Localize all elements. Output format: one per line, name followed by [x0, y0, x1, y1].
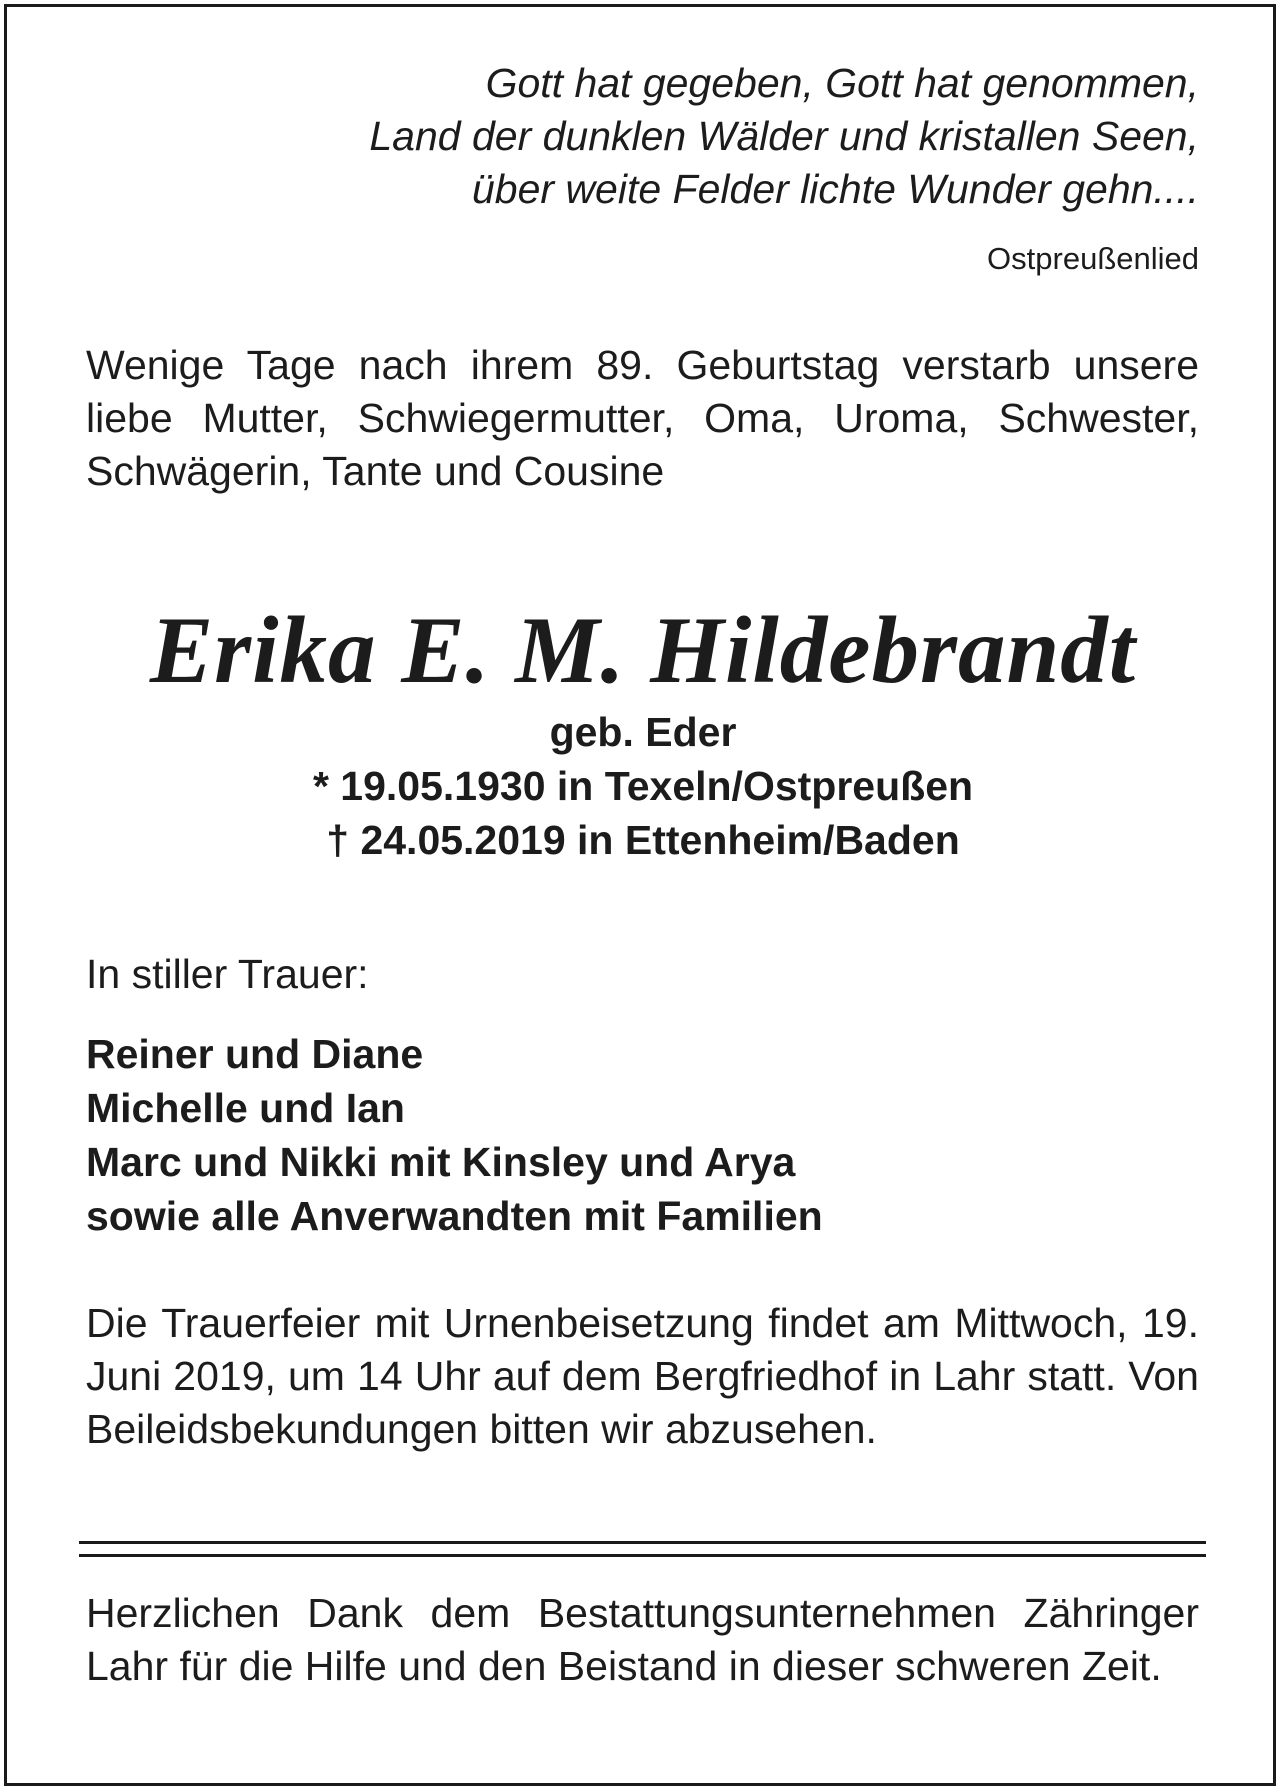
- poem-line: über weite Felder lichte Wunder gehn....: [472, 166, 1199, 212]
- service-info: Die Trauerfeier mit Urnenbeisetzung findet am Mittwoch, 19. Juni 2019, um 14 Uhr auf dem Bergfriedhof in Lahr statt. Von Beileidsbekundungen bitten wir abzusehen.: [86, 1300, 1199, 1452]
- poem-line: Land der dunklen Wälder und kristallen Seen,: [369, 113, 1199, 159]
- mourner-entry: sowie alle Anverwandten mit Familien: [86, 1193, 823, 1239]
- divider-line: [79, 1541, 1206, 1544]
- obituary-notice: [4, 4, 1276, 1786]
- mourning-label: In stiller Trauer:: [86, 951, 369, 997]
- thanks-text: Herzlichen Dank dem Bestattungsunternehmen Zähringer Lahr für die Hilfe und den Beistand in dieser schweren Zeit.: [86, 1590, 1199, 1689]
- divider-line: [79, 1554, 1206, 1557]
- mourner-entry: Marc und Nikki mit Kinsley und Arya: [86, 1139, 796, 1185]
- deceased-name: Erika E. M. Hildebrandt: [149, 597, 1137, 703]
- death-date: † 24.05.2019 in Ettenheim/Baden: [326, 817, 960, 863]
- poem-quote: [86, 57, 1199, 216]
- maiden-name: geb. Eder: [549, 709, 737, 755]
- mourners-list: [86, 1027, 1199, 1243]
- birth-date: * 19.05.1930 in Texeln/Ostpreußen: [312, 763, 974, 809]
- intro-text: Wenige Tage nach ihrem 89. Geburtstag verstarb unsere liebe Mutter, Schwiegermutter, Oma, Uroma, Schwester, Schwägerin, Tante und Cousine: [86, 342, 1199, 494]
- mourner-entry: Reiner und Diane: [86, 1031, 424, 1077]
- poem-source: Ostpreußenlied: [987, 241, 1199, 276]
- deceased-details: [7, 705, 1279, 867]
- poem-line: Gott hat gegeben, Gott hat genommen,: [485, 60, 1199, 106]
- mourner-entry: Michelle und Ian: [86, 1085, 405, 1131]
